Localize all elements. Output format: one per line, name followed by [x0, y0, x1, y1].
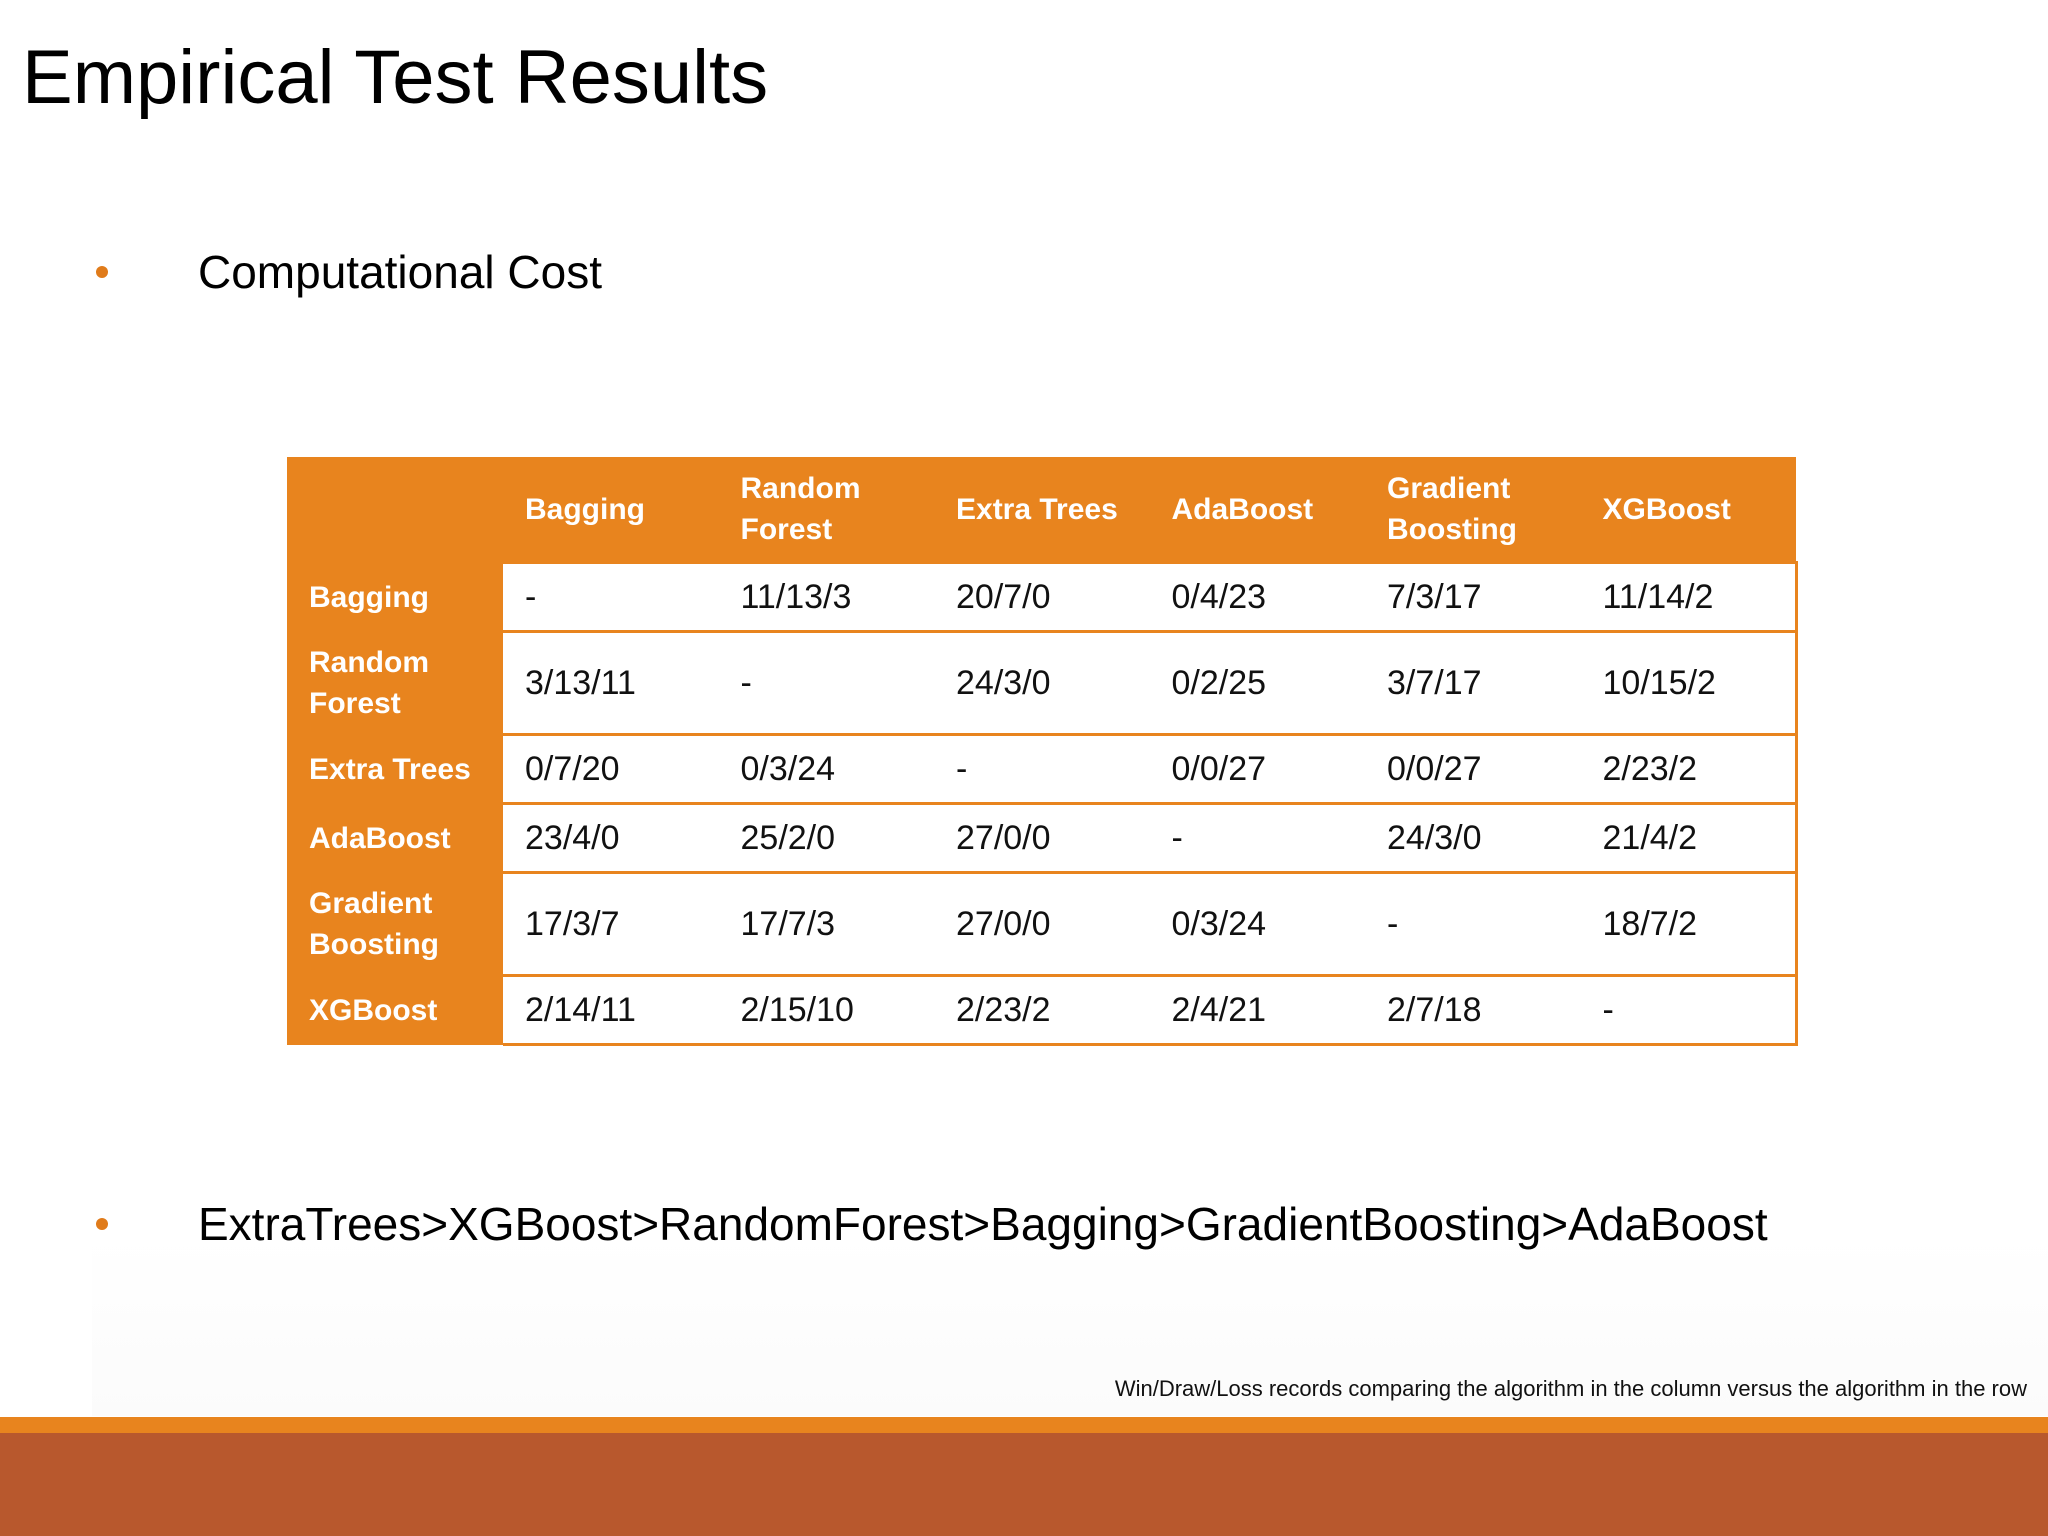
table-footnote: Win/Draw/Loss records comparing the algorithm in the column versus the algorithm in the row: [1114, 1376, 2027, 1401]
table-cell: 27/0/0: [934, 873, 1150, 976]
table-row: [287, 632, 1796, 735]
bullet-computational-cost: [96, 242, 602, 302]
table-row: [287, 735, 1796, 804]
table-cell: 3/13/11: [503, 632, 719, 735]
table-cell: 0/3/24: [719, 735, 935, 804]
table-cell: 25/2/0: [719, 804, 935, 873]
footer-accent-line: [0, 1417, 2048, 1433]
table-cell: -: [719, 632, 935, 735]
table-cell: 2/23/2: [934, 976, 1150, 1045]
table-cell: 11/13/3: [719, 563, 935, 632]
column-header: Extra Trees: [934, 457, 1150, 563]
bullet-dot-icon: [96, 266, 108, 278]
slide-title: Empirical Test Results: [22, 35, 769, 120]
table-cell: 2/14/11: [503, 976, 719, 1045]
table-cell: 0/4/23: [1150, 563, 1366, 632]
table-cell: 2/23/2: [1581, 735, 1797, 804]
column-header: Gradient Boosting: [1365, 457, 1581, 563]
table-cell: 0/0/27: [1150, 735, 1366, 804]
table-cell: 24/3/0: [1365, 804, 1581, 873]
table-row: [287, 976, 1796, 1045]
table-cell: 2/7/18: [1365, 976, 1581, 1045]
row-header: Random Forest: [287, 632, 503, 735]
table-cell: 2/15/10: [719, 976, 935, 1045]
table-cell: 10/15/2: [1581, 632, 1797, 735]
table-cell: 17/7/3: [719, 873, 935, 976]
column-header: XGBoost: [1581, 457, 1797, 563]
row-header: Bagging: [287, 563, 503, 632]
table-cell: 21/4/2: [1581, 804, 1797, 873]
column-header: Random Forest: [719, 457, 935, 563]
table-cell: 2/4/21: [1150, 976, 1366, 1045]
table-cell: -: [1581, 976, 1797, 1045]
table-corner-cell: [287, 457, 503, 563]
table-cell: -: [503, 563, 719, 632]
table-cell: 24/3/0: [934, 632, 1150, 735]
footer-band: [0, 1433, 2048, 1536]
table-cell: 0/0/27: [1365, 735, 1581, 804]
table-header-row: [287, 457, 1796, 563]
table-row: [287, 804, 1796, 873]
bullet-text: Computational Cost: [198, 246, 602, 298]
row-header: Gradient Boosting: [287, 873, 503, 976]
table-cell: 11/14/2: [1581, 563, 1797, 632]
table-cell: 0/7/20: [503, 735, 719, 804]
table-row: [287, 873, 1796, 976]
bullet-ranking: [96, 1194, 1768, 1254]
bullet-dot-icon: [96, 1218, 108, 1230]
row-header: XGBoost: [287, 976, 503, 1045]
table-cell: 20/7/0: [934, 563, 1150, 632]
table-cell: 0/3/24: [1150, 873, 1366, 976]
table-cell: 7/3/17: [1365, 563, 1581, 632]
table-row: [287, 563, 1796, 632]
win-draw-loss-table: [287, 457, 1798, 1046]
row-header: Extra Trees: [287, 735, 503, 804]
table-cell: -: [1365, 873, 1581, 976]
table-cell: 0/2/25: [1150, 632, 1366, 735]
table-cell: 18/7/2: [1581, 873, 1797, 976]
bullet-text: ExtraTrees>XGBoost>RandomForest>Bagging>GradientBoosting>AdaBoost: [198, 1198, 1768, 1250]
table-cell: -: [1150, 804, 1366, 873]
row-header: AdaBoost: [287, 804, 503, 873]
table-cell: 27/0/0: [934, 804, 1150, 873]
column-header: AdaBoost: [1150, 457, 1366, 563]
column-header: Bagging: [503, 457, 719, 563]
table-cell: 17/3/7: [503, 873, 719, 976]
table-cell: 23/4/0: [503, 804, 719, 873]
table-cell: 3/7/17: [1365, 632, 1581, 735]
table-cell: -: [934, 735, 1150, 804]
